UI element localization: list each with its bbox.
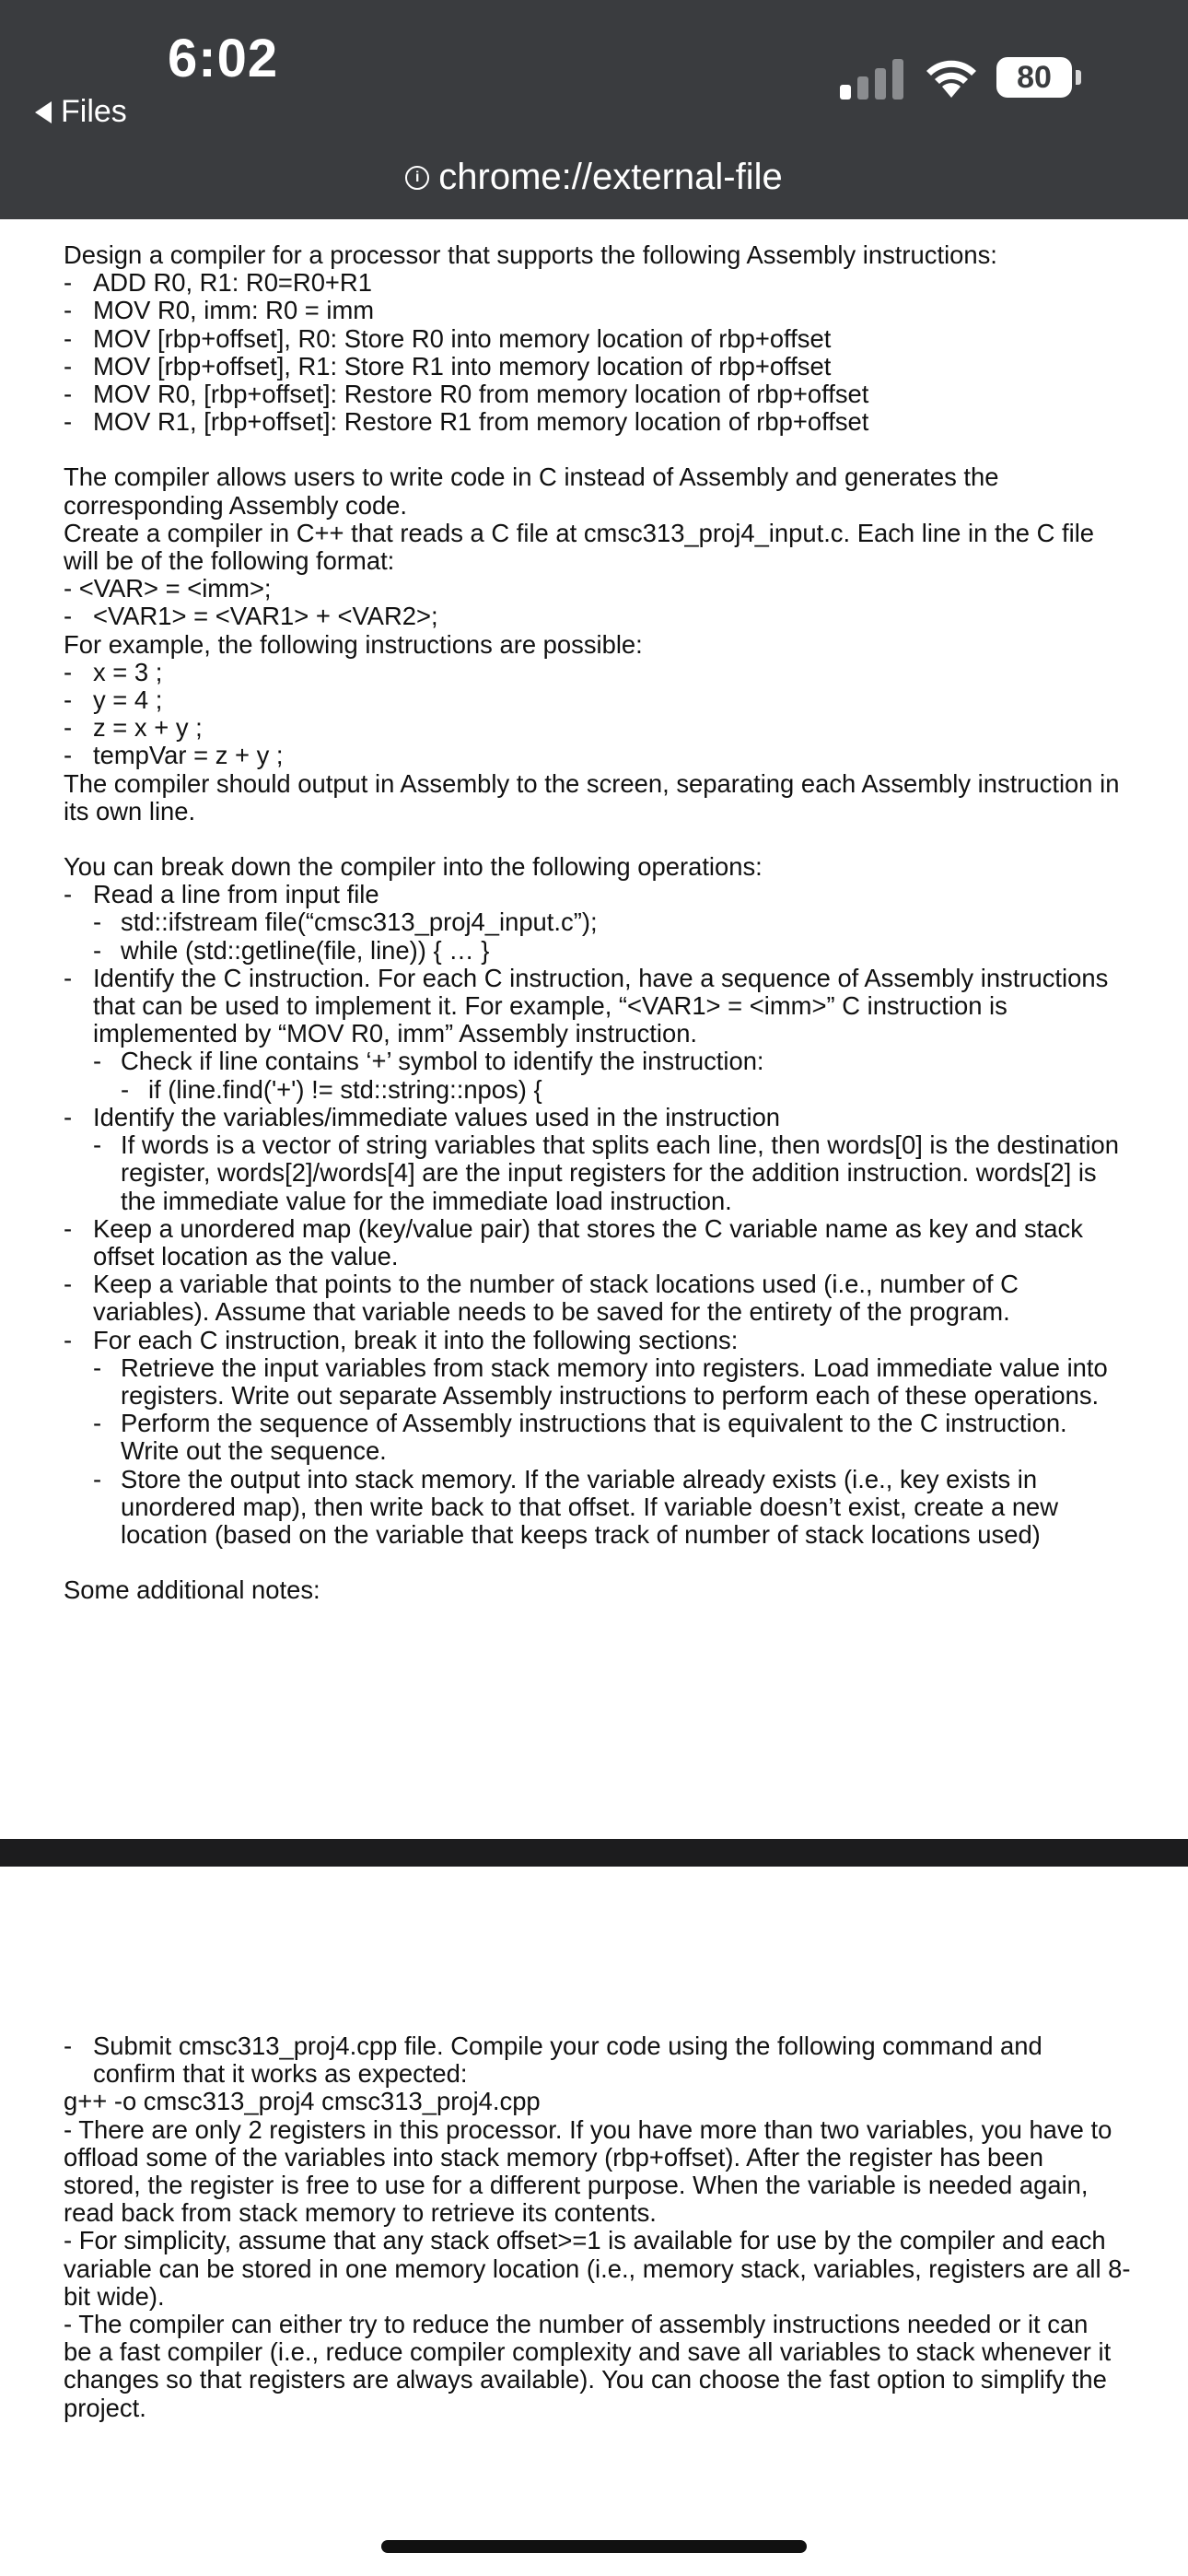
text-line: Write out the sequence. <box>121 1436 387 1466</box>
clock: 6:02 <box>168 29 279 88</box>
bullet-line: - Store the output into stack memory. If the variable already exists (i.e., key exists in <box>64 1466 1159 1493</box>
bullet-line: - x = 3 ; <box>64 659 1159 686</box>
blank-line <box>64 436 1159 463</box>
bullet-line: - MOV R1, [rbp+offset]: Restore R1 from memory location of rbp+offset <box>64 408 1159 436</box>
bullet-line: - Identify the C instruction. For each C instruction, have a sequence of Assembly instructions <box>64 965 1159 992</box>
text-line: will be of the following format: <box>64 546 395 576</box>
bullet-line: - MOV [rbp+offset], R0: Store R0 into memory location of rbp+offset <box>64 325 1159 353</box>
text-line: offset location as the value. <box>93 1241 399 1270</box>
text-line: Create a compiler in C++ that reads a C file at cmsc313_proj4_input.c. Each line in the C file <box>64 518 1095 547</box>
text-line: For example, the following instructions are possible: <box>64 629 643 659</box>
text-line: corresponding Assembly code. <box>64 490 408 520</box>
bullet-line: - if (line.find('+') != std::string::npos) { <box>64 1076 1159 1104</box>
info-icon[interactable]: i <box>405 166 429 190</box>
text-line: changes so that registers are always available). You can choose the fast option to simplify the <box>64 2365 1107 2395</box>
document-page-1 <box>64 241 1159 1604</box>
text-line: register, words[2]/words[4] are the input registers for the addition instruction. words[2] is <box>121 1158 1097 1188</box>
bullet-line: - tempVar = z + y ; <box>64 742 1159 769</box>
bullet-line: - <VAR1> = <VAR1> + <VAR2>; <box>64 603 1159 630</box>
bullet-line: - Check if line contains ‘+’ symbol to identify the instruction: <box>64 1048 1159 1075</box>
text-line: be a fast compiler (i.e., reduce compiler complexity and save all variables to stack whenever it <box>64 2337 1112 2367</box>
status-and-url-bar <box>0 0 1188 219</box>
wifi-icon <box>924 57 979 98</box>
back-to-files-button[interactable] <box>35 94 127 130</box>
bullet-line: - Identify the variables/immediate values used in the instruction <box>64 1104 1159 1131</box>
text-line: stored, the register is free to use for a different purpose. When the variable is needed again, <box>64 2171 1089 2200</box>
url-text: chrome://external-file <box>438 157 783 197</box>
text-line: unordered map), then write back to that offset. If variable doesn’t exist, create a new <box>121 1492 1059 1521</box>
document-page-2 <box>64 2032 1159 2422</box>
text-line: that can be used to implement it. For example, “<VAR1> = <imm>” C instruction is <box>93 991 1007 1021</box>
text-line: - <VAR> = <imm>; <box>64 574 272 603</box>
bullet-line: - while (std::getline(file, line)) { … } <box>64 937 1159 965</box>
blank-line <box>64 1549 1159 1576</box>
bullet-line: - Retrieve the input variables from stack memory into registers. Load immediate value into <box>64 1354 1159 1382</box>
text-line: Design a compiler for a processor that supports the following Assembly instructions: <box>64 240 997 269</box>
back-arrow-icon <box>35 101 52 123</box>
bullet-line: - MOV [rbp+offset], R1: Store R1 into memory location of rbp+offset <box>64 353 1159 381</box>
text-line: bit wide). <box>64 2281 165 2311</box>
cellular-signal-icon <box>840 58 906 100</box>
text-line: g++ -o cmsc313_proj4 cmsc313_proj4.cpp <box>64 2087 541 2116</box>
text-line: variable can be stored in one memory location (i.e., memory stack, variables, registers are all 8- <box>64 2254 1131 2283</box>
text-line: its own line. <box>64 796 196 825</box>
text-line: - For simplicity, assume that any stack offset>=1 is available for use by the compiler and each <box>64 2226 1106 2255</box>
bullet-line: - Perform the sequence of Assembly instructions that is equivalent to the C instruction. <box>64 1410 1159 1437</box>
bullet-line: - y = 4 ; <box>64 686 1159 714</box>
bullet-line: - ADD R0, R1: R0=R0+R1 <box>64 269 1159 297</box>
bullet-line: - Read a line from input file <box>64 881 1159 908</box>
text-line: project. <box>64 2393 146 2422</box>
bullet-line: - If words is a vector of string variables that splits each line, then words[0] is the destination <box>64 1131 1159 1159</box>
text-line: - There are only 2 registers in this processor. If you have more than two variables, you have to <box>64 2114 1112 2144</box>
text-line: You can break down the compiler into the following operations: <box>64 852 763 882</box>
bullet-line: - std::ifstream file(“cmsc313_proj4_input.c”); <box>64 908 1159 936</box>
blank-line <box>64 825 1159 853</box>
bullet-line: - z = x + y ; <box>64 714 1159 742</box>
text-line: variables). Assume that variable needs to be saved for the entirety of the program. <box>93 1297 1010 1327</box>
bullet-line: - For each C instruction, break it into the following sections: <box>64 1327 1159 1354</box>
text-line: The compiler should output in Assembly to the screen, separating each Assembly instruction in <box>64 768 1120 798</box>
home-indicator[interactable] <box>381 2540 807 2553</box>
bullet-line: - Keep a variable that points to the number of stack locations used (i.e., number of C <box>64 1270 1159 1298</box>
page-divider <box>0 1839 1188 1867</box>
bullet-line: - Keep a unordered map (key/value pair) that stores the C variable name as key and stack <box>64 1215 1159 1243</box>
text-line: the immediate value for the immediate load instruction. <box>121 1186 732 1215</box>
text-line: registers. Write out separate Assembly instructions to perform each of these operations. <box>121 1380 1100 1410</box>
bullet-line: - MOV R0, imm: R0 = imm <box>64 297 1159 324</box>
back-label: Files <box>61 94 127 129</box>
text-line: read back from stack memory to retrieve its contents. <box>64 2198 657 2228</box>
text-line: - The compiler can either try to reduce the number of assembly instructions needed or it can <box>64 2310 1089 2339</box>
text-line: location (based on the variable that keeps track of number of stack locations used) <box>121 1519 1041 1549</box>
text-line: confirm that it works as expected: <box>93 2059 468 2089</box>
text-line: The compiler allows users to write code in C instead of Assembly and generates the <box>64 463 999 492</box>
text-line: implemented by “MOV R0, imm” Assembly instruction. <box>93 1019 698 1048</box>
battery-level: 80 <box>996 57 1072 98</box>
text-line: Some additional notes: <box>64 1575 320 1605</box>
bullet-line: - Submit cmsc313_proj4.cpp file. Compile your code using the following command and <box>64 2032 1159 2060</box>
text-line: offload some of the variables into stack memory (rbp+offset). After the register has been <box>64 2142 1043 2172</box>
bullet-line: - MOV R0, [rbp+offset]: Restore R0 from memory location of rbp+offset <box>64 381 1159 408</box>
url-bar[interactable] <box>0 157 1188 198</box>
battery-icon <box>996 57 1081 98</box>
